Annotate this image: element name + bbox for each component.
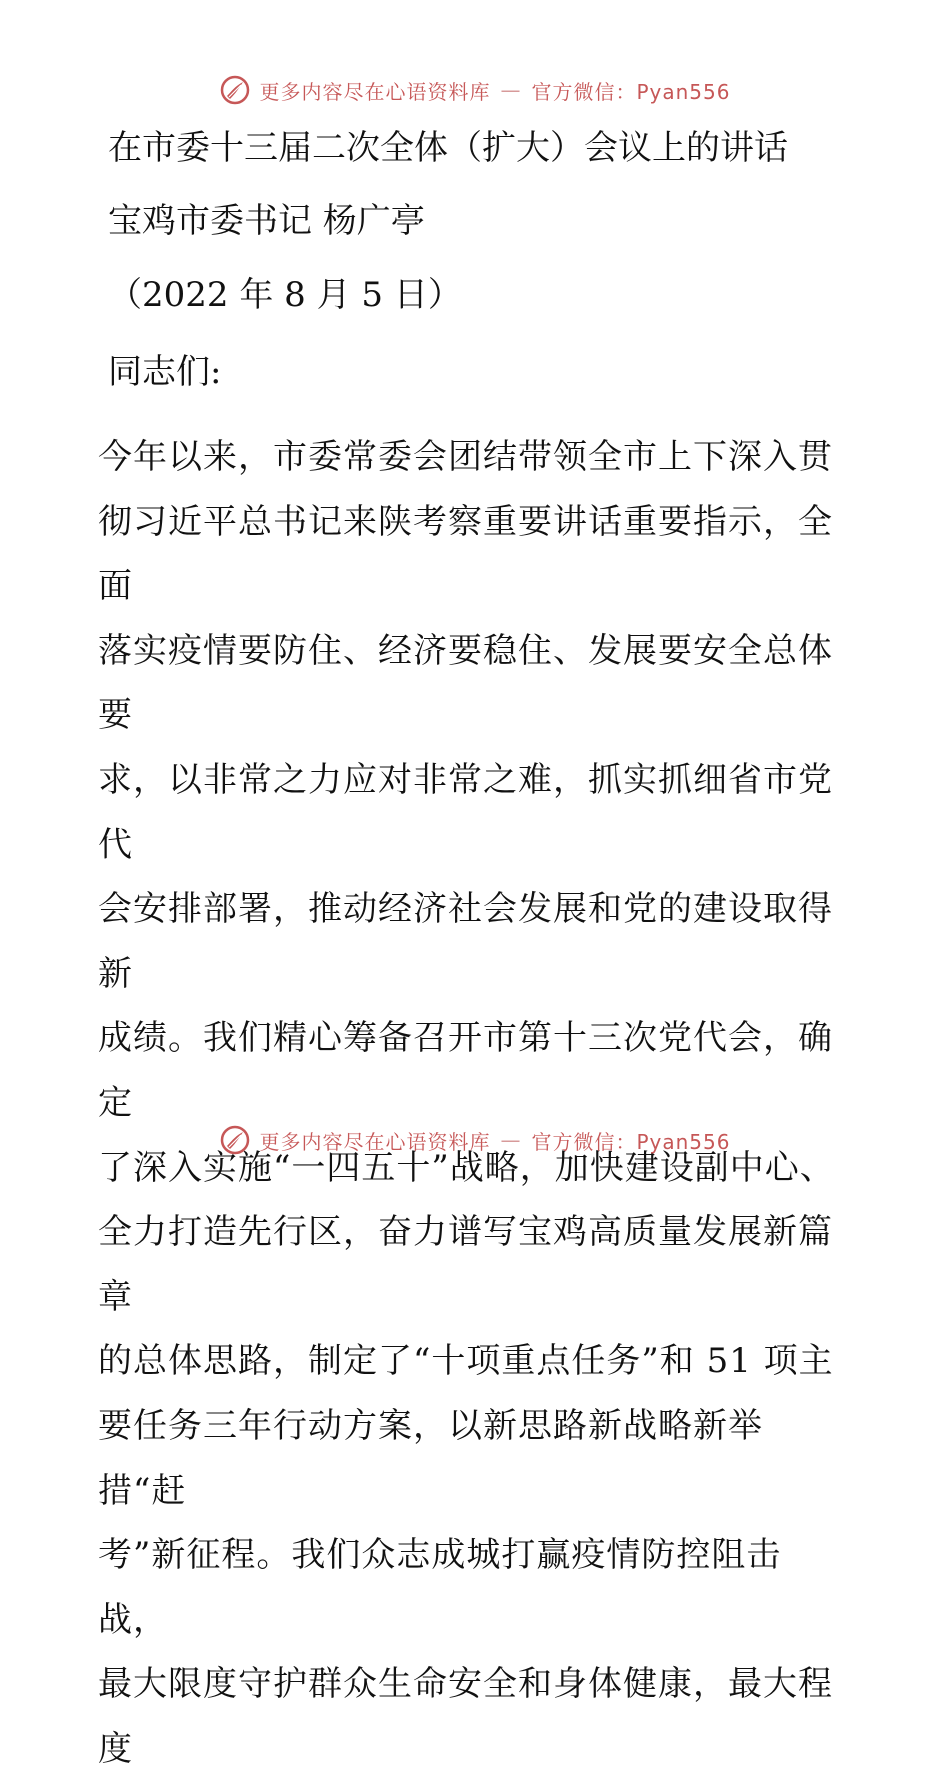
bottom-watermark xyxy=(0,1120,950,1160)
watermark-separator: — xyxy=(500,78,522,102)
watermark-separator: — xyxy=(500,1128,522,1152)
greeting: 同志们: xyxy=(108,352,222,392)
watermark-main-text: 更多内容尽在心语资料库 xyxy=(259,79,491,104)
speaker-line: 宝鸡市委书记 杨广亭 xyxy=(108,201,425,241)
watermark-main-text: 更多内容尽在心语资料库 xyxy=(259,1129,491,1154)
quill-seal-icon xyxy=(219,74,251,106)
speech-paragraph: 今年以来，市委常委会团结带领全市上下深入贯 彻习近平总书记来陕考察重要讲话重要指示，全面 落实疫情要防住、经济要稳住、发展要安全总体要 求，以非常之力应对非常之难，抓实抓细省市党代 会安排部署，推动经济社会发展和党的建设取得新 成绩。我们精心筹备召开市第十三次党代会，确定 了深入实施“一四五十”战略，加快建设副中心、 全力打造先行区，奋力谱写宝鸡高质量发展新篇章 的总体思路，制定了“十项重点任务”和 51 项主 要任务三年行动方案，以新思路新战略新举措“赶 考”新征程。我们众志成城打赢疫情防控阻击战， 最大限度守护群众生命安全和身体健康，最大程度 xyxy=(98,437,835,1769)
speech-date: （2022 年 8 月 5 日） xyxy=(108,275,462,315)
top-watermark xyxy=(0,70,950,110)
watermark-sub-text: 官方微信：Pyan556 xyxy=(531,1129,731,1154)
page-title: 在市委十三届二次全体（扩大）会议上的讲话 xyxy=(108,128,788,168)
watermark-sub-text: 官方微信：Pyan556 xyxy=(531,79,731,104)
quill-seal-icon xyxy=(219,1124,251,1156)
